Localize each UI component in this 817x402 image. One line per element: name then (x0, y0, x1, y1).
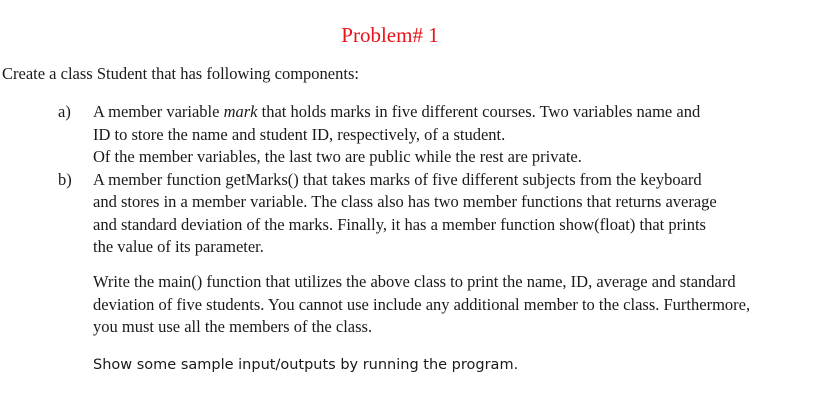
main-function-paragraph (93, 271, 793, 339)
item-b-line-2: and stores in a member variable. The class also has two member functions that returns average (93, 192, 717, 211)
main-para-line-3: you must use all the members of the class. (93, 317, 373, 336)
list-marker-a: a) (58, 102, 71, 121)
item-b-line-4: the value of its parameter. (93, 237, 264, 256)
item-a-line-1-start: A member variable (93, 102, 224, 121)
item-b-line-1: A member function getMarks() that takes marks of five different subjects from the keyboard (93, 169, 702, 189)
mark-variable-name: mark (223, 102, 258, 121)
main-para-line-1: Write the main() function that utilizes the above class to print the name, ID, average and standard (93, 272, 736, 291)
component-list (58, 101, 786, 259)
item-b-line-3: and standard deviation of the marks. Finally, it has a member function show(float) that prints (93, 214, 706, 234)
intro-text: Create a class Student that has following components: (2, 64, 359, 83)
list-item-b (58, 169, 786, 259)
sample-io-note: Show some sample input/outputs by running the program. (93, 357, 519, 373)
item-a-line-1-end: that holds marks in five different courses. Two variables name and (257, 102, 701, 121)
main-para-line-2: deviation of five students. You cannot use include any additional member to the class. Furthermore, (93, 294, 751, 314)
item-a-line-1 (93, 101, 786, 124)
list-item-a (58, 101, 786, 169)
problem-title: Problem# 1 (341, 23, 439, 47)
item-a-line-2: ID to store the name and student ID, respectively, of a student. (93, 124, 506, 144)
item-a-line-3: Of the member variables, the last two are public while the rest are private. (93, 147, 582, 166)
list-marker-b: b) (58, 169, 72, 189)
